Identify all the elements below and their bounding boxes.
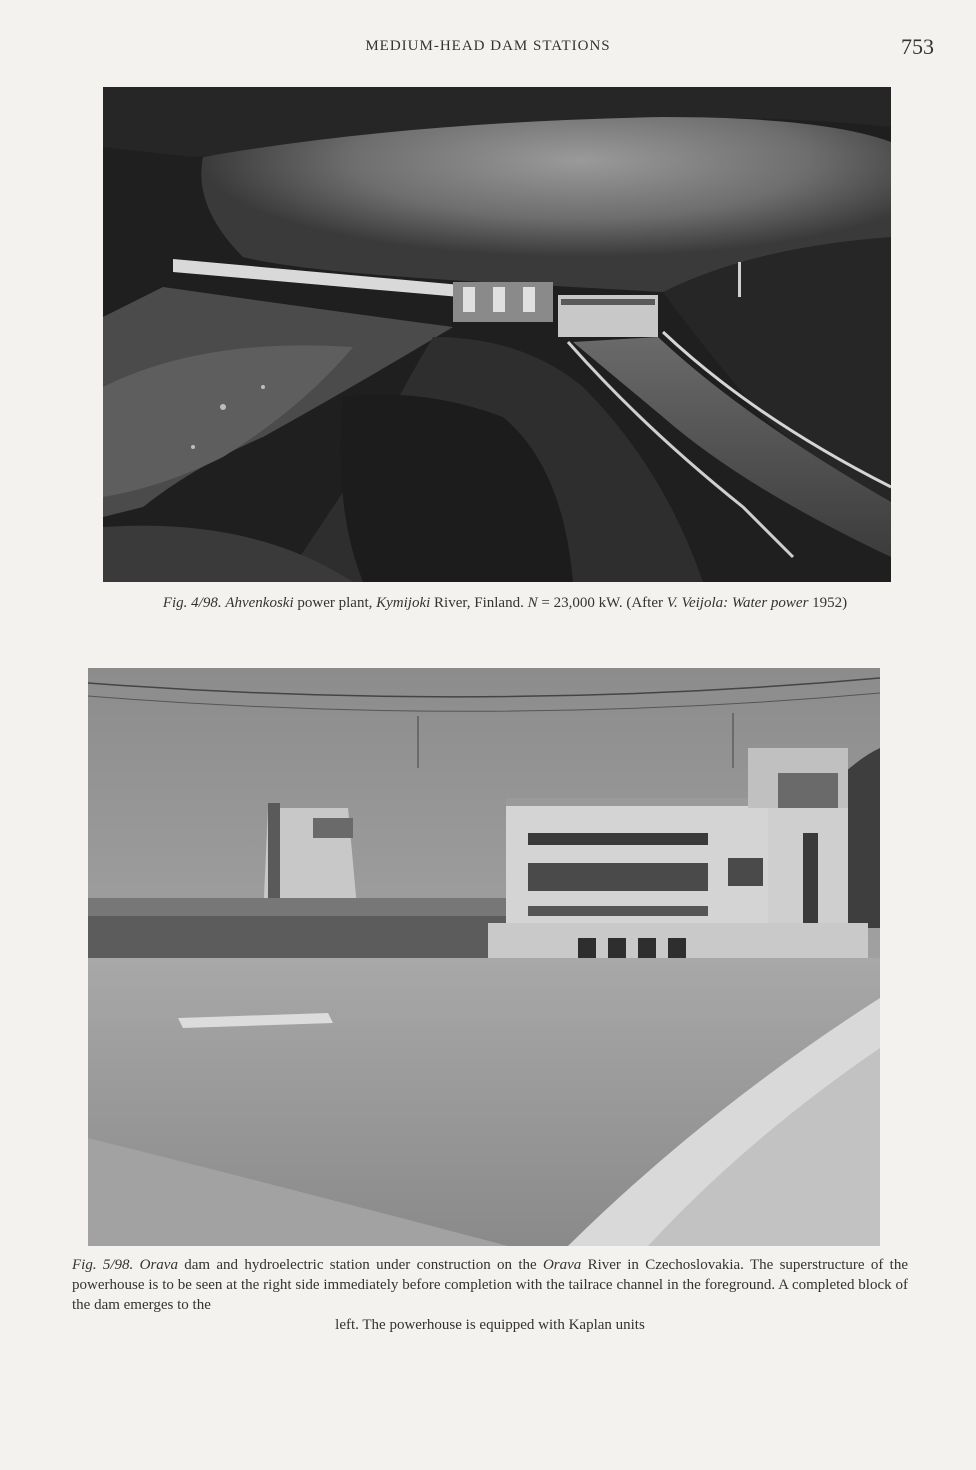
caption-river-name: Kymijoki: [376, 595, 431, 611]
caption-text: 1952): [808, 595, 848, 611]
caption-last-line: left. The powerhouse is equipped with Kaplan units: [335, 1317, 645, 1333]
caption-figure-label: Fig. 5/98.: [72, 1257, 134, 1273]
figure-orava-photo: [88, 668, 880, 1246]
caption-text: River in Czechoslovakia. The superstructure of the powerhouse is to be seen at the right side immediately before completion with the tailrace channel in the foreground. A completed block of the dam emerges to the: [72, 1257, 909, 1313]
caption-text: power plant,: [293, 595, 377, 611]
powerhouse-construction-photograph: [88, 668, 880, 1246]
caption-river-name: Orava: [542, 1257, 582, 1273]
figure-5-98-caption: [72, 1255, 908, 1335]
caption-plant-name: Ahvenkoski: [225, 595, 294, 611]
caption-source-author: V. Veijola: Water power: [666, 595, 809, 611]
figure-4-98-caption: [90, 593, 920, 613]
caption-text: = 23,000 kW. (After: [537, 595, 667, 611]
caption-power-symbol: N: [527, 595, 538, 611]
caption-dam-name: Orava: [139, 1257, 178, 1273]
caption-figure-label: Fig. 4/98.: [162, 595, 222, 611]
page-number: 753: [901, 34, 934, 59]
aerial-dam-photograph: [103, 87, 891, 582]
figure-ahvenkoski-photo: [103, 87, 891, 582]
running-head: MEDIUM-HEAD DAM STATIONS: [365, 38, 611, 54]
caption-text: dam and hydroelectric station under construction on the: [177, 1257, 543, 1273]
caption-text: River, Finland.: [430, 595, 528, 611]
